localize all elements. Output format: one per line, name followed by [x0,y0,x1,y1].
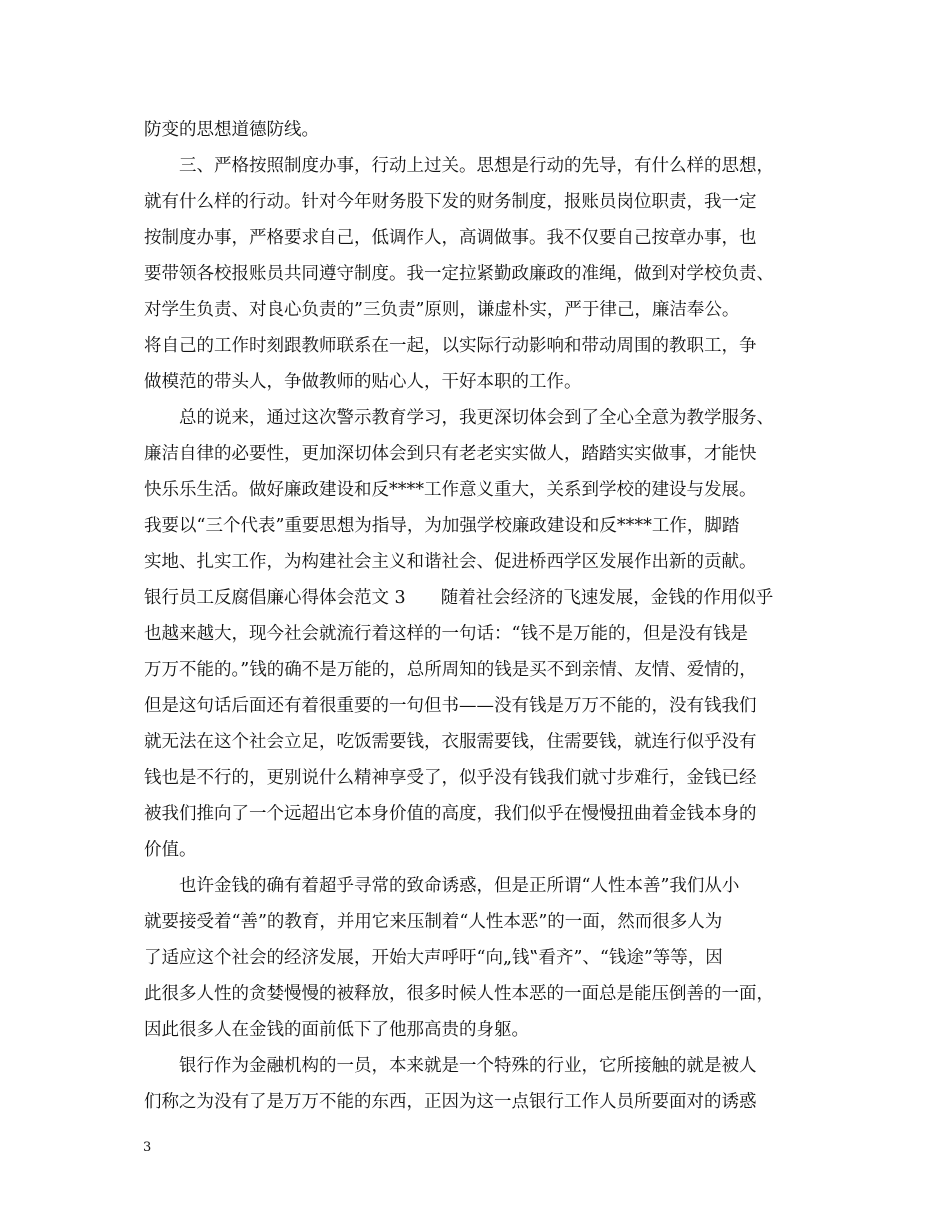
text-line: 也许金钱的确有着超乎寻常的致命诱惑，但是正所谓“人性本善”我们从小 [144,876,740,896]
text-line: 就有什么样的行动。针对今年财务股下发的财务制度，报账员岗位职责，我一定 [144,192,757,212]
text-line: 此很多人性的贪婪慢慢的被释放，很多时候人性本恶的一面总是能压倒善的一面， [144,984,774,1004]
text-line: 廉洁自律的必要性，更加深切体会到只有老老实实做人，踏踏实实做事，才能快 [144,444,757,464]
text-line: 银行员工反腐倡廉心得体会范文 3 随着社会经济的飞速发展，金钱的作用似乎 [144,588,774,608]
text-line: 我要以“三个代表”重要思想为指导，为加强学校廉政建设和反****工作，脚踏 [144,516,740,536]
text-line: 因此很多人在金钱的面前低下了他那高贵的身躯。 [144,1020,529,1040]
text-line: 三、严格按照制度办事，行动上过关。思想是行动的先导，有什么样的思想， [144,156,774,176]
text-line: 快乐乐生活。做好廉政建设和反****工作意义重大，关系到学校的建设与发展。 [144,480,757,500]
text-line: 被我们推向了一个远超出它本身价值的高度，我们似乎在慢慢扭曲着金钱本身的 [144,804,757,824]
text-line: 将自己的工作时刻跟教师联系在一起，以实际行动影响和带动周围的教职工，争 [144,336,757,356]
text-line: 银行作为金融机构的一员，本来就是一个特殊的行业，它所接触的就是被人 [144,1056,757,1076]
text-line: 了适应这个社会的经济发展，开始大声呼吁“向„钱‟看齐”、“钱途”等等，因 [144,948,723,968]
text-line: 们称之为没有了是万万不能的东西，正因为这一点银行工作人员所要面对的诱惑 [144,1092,757,1112]
text-line: 对学生负责、对良心负责的”三负责”原则，谦虚朴实，严于律己，廉洁奉公。 [144,300,740,320]
text-line: 就无法在这个社会立足，吃饭需要钱，衣服需要钱，住需要钱，就连行似乎没有 [144,732,757,752]
text-line: 万万不能的。”钱的确不是万能的，总所周知的钱是买不到亲情、友情、爱情的， [144,660,757,680]
text-line: 就要接受着“善”的教育，并用它来压制着“人性本恶”的一面，然而很多人为 [144,912,723,932]
text-line: 做模范的带头人，争做教师的贴心人，干好本职的工作。 [144,372,582,392]
text-line: 总的说来，通过这次警示教育学习，我更深切体会到了全心全意为教学服务、 [144,408,774,428]
text-line: 但是这句话后面还有着很重要的一句但书——没有钱是万万不能的，没有钱我们 [144,696,757,716]
text-line: 按制度办事，严格要求自己，低调作人，高调做事。我不仅要自己按章办事，也 [144,228,757,248]
text-line: 价值。 [144,840,197,860]
text-line: 钱也是不行的，更别说什么精神享受了，似乎没有钱我们就寸步难行，金钱已经 [144,768,757,788]
text-line: 防变的思想道德防线。 [144,120,319,140]
text-line: 实地、扎实工作，为构建社会主义和谐社会、促进桥西学区发展作出新的贡献。 [144,552,757,572]
text-line: 也越来越大，现今社会就流行着这样的一句话：“钱不是万能的，但是没有钱是 [144,624,748,644]
page-number: 3 [143,1140,152,1155]
text-line: 要带领各校报账员共同遵守制度。我一定拉紧勤政廉政的准绳，做到对学校负责、 [144,264,774,284]
